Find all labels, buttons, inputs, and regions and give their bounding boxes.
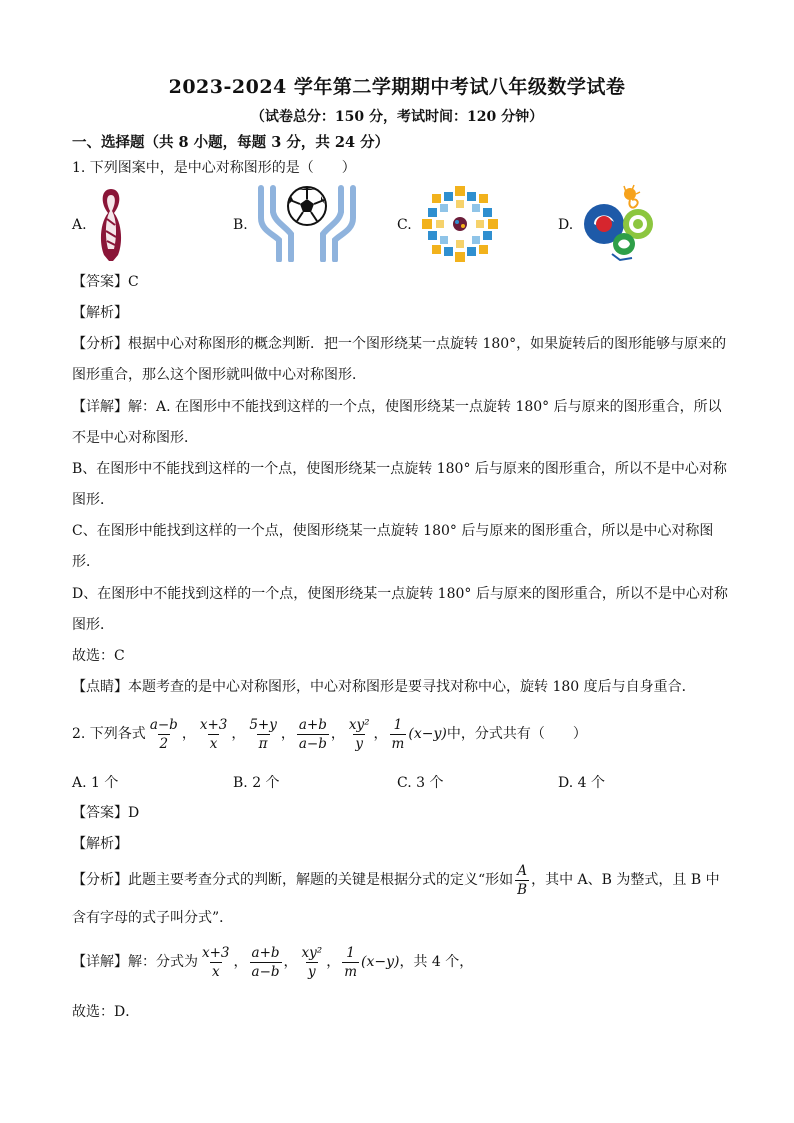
xiangjie-text: 解：A. 在图形中不能找到这样的一个点，使图形绕某一点旋转 180° 后与原来的图形重合，所以: [128, 399, 722, 415]
q2-expr-5-den: y: [355, 735, 364, 752]
q2-choose: 故选：D．: [72, 1004, 140, 1020]
exam-info: （试卷总分：150 分，考试时间：120 分钟）: [250, 109, 544, 125]
q2-expr-6-tail: (x−y): [408, 726, 447, 742]
sep: ，: [283, 954, 298, 970]
q1-answer: [72, 272, 139, 292]
colorful-mosaic-emblem-figure: [420, 184, 500, 264]
sep: ，: [330, 726, 345, 742]
xiangjie-expr-1-num: x+3: [202, 944, 230, 961]
q2-option-d: D. 4 个: [558, 775, 605, 791]
q1-option-d-label: D.: [558, 217, 574, 233]
q2-expr-3-num: 5+y: [249, 716, 277, 733]
sep: ，: [326, 954, 341, 970]
q2-expr-5-num: xy²: [348, 716, 370, 733]
q2-expr-2: [198, 717, 230, 752]
q2-expr-4-num: a+b: [298, 716, 327, 733]
q1-choose: 故选：C: [72, 648, 125, 664]
q2-option-b: B. 2 个: [233, 775, 280, 791]
q1-xiangjie-line-1: [72, 397, 722, 417]
xiangjie-expr-2-den: a−b: [251, 963, 280, 980]
q2-option-c: C. 3 个: [397, 775, 444, 791]
xiangjie-tag: 【详解】: [72, 954, 128, 970]
fenxi-fraction-den: B: [517, 881, 528, 898]
q2-fenxi-line-1: [72, 860, 720, 900]
fenxi-text: 根据中心对称图形的概念判断．把一个图形绕某一点旋转 180°，如果旋转后的图形能够与原来的: [128, 336, 727, 352]
q2-analysis-tag: 【解析】: [72, 836, 128, 852]
q2-expr-1-den: 2: [159, 735, 169, 752]
sep: ，: [233, 954, 248, 970]
xiangjie-expr-4: [342, 945, 359, 980]
q1-fenxi-line-2: 图形重合，那么这个图形就叫做中心对称图形．: [72, 367, 366, 383]
xiangjie-expr-1-den: x: [211, 963, 220, 980]
xiangjie-expr-4-tail: (x−y): [361, 954, 400, 970]
q2-answer: [72, 803, 139, 823]
q2-expr-4: [297, 717, 329, 752]
q2-expr-5: [347, 717, 372, 752]
xiangjie-expr-2: [250, 945, 282, 980]
q2-expr-6-den: m: [391, 735, 405, 752]
fenxi-tag: 【分析】: [72, 872, 128, 888]
page-title: 2023-2024 学年第二学期期中考试八年级数学试卷: [168, 76, 626, 98]
q2-xiangjie: [72, 942, 473, 982]
xiangjie-expr-1: [200, 945, 232, 980]
sep: ，: [181, 726, 196, 742]
sep: ，: [280, 726, 295, 742]
q2-expr-1-num: a−b: [149, 716, 178, 733]
q2-fenxi-line-2: 含有字母的式子叫分式”．: [72, 910, 234, 926]
sep: ，: [231, 726, 246, 742]
dianjing-tag: 【点睛】: [72, 679, 128, 695]
q2-expr-2-num: x+3: [199, 716, 228, 733]
q2-expr-2-den: x: [209, 735, 218, 752]
answer-value: D: [128, 805, 140, 821]
answer-value: C: [128, 274, 139, 290]
answer-tag: 【答案】: [72, 274, 128, 290]
q1-c-line-1: C、在图形中能找到这样的一个点，使图形绕某一点旋转 180° 后与原来的图形重合，所以是中心对称图: [72, 523, 714, 539]
answer-tag: 【答案】: [72, 805, 128, 821]
q1-d-line-2: 图形．: [72, 617, 114, 633]
q1-option-b-label: B.: [233, 217, 248, 233]
q2-stem-prefix: 2. 下列各式: [72, 726, 146, 742]
q1-xiangjie-line-2: 不是中心对称图形．: [72, 430, 198, 446]
q2-expr-3: [247, 717, 279, 752]
q2-option-a: A. 1 个: [72, 775, 119, 791]
q2-expr-6: [390, 717, 407, 752]
q1-analysis-tag: 【解析】: [72, 305, 128, 321]
world-cup-2006-emblem-figure: [580, 184, 660, 264]
q1-b-line-1: B、在图形中不能找到这样的一个点，使图形绕某一点旋转 180° 后与原来的图形重合，所以不是中心对称: [72, 461, 727, 477]
q1-b-line-2: 图形．: [72, 492, 114, 508]
q2-expr-3-den: π: [258, 735, 268, 752]
q1-option-a-label: A.: [72, 217, 87, 233]
q1-fenxi-line-1: [72, 334, 726, 354]
q1-d-line-1: D、在图形中不能找到这样的一个点，使图形绕某一点旋转 180° 后与原来的图形重合，所以不是中心对称: [72, 586, 728, 602]
section-heading: 一、选择题（共 8 小题，每题 3 分，共 24 分）: [72, 134, 390, 151]
fenxi-text-a: 此题主要考查分式的判断，解题的关键是根据分式的定义“形如: [128, 872, 514, 888]
fenxi-fraction-num: A: [517, 862, 527, 879]
fenxi-fraction: [515, 863, 529, 898]
xiangjie-post: ，共 4 个，: [399, 954, 474, 970]
q2-stem-suffix: 中，分式共有（ ）: [446, 726, 587, 742]
question-1-stem: 1. 下列图案中，是中心对称图形的是（ ）: [72, 160, 356, 176]
xiangjie-expr-3: [300, 945, 325, 980]
q1-dianjing: [72, 677, 696, 697]
q1-c-line-2: 形．: [72, 554, 100, 570]
sep: ，: [373, 726, 388, 742]
fenxi-tag: 【分析】: [72, 336, 128, 352]
xiangjie-expr-3-den: y: [308, 963, 316, 980]
fenxi-text-b: ，其中 A、B 为整式，且 B 中: [531, 872, 720, 888]
xiangjie-tag: 【详解】: [72, 399, 128, 415]
world-cup-trophy-emblem-figure: [96, 185, 126, 265]
q2-expr-6-num: 1: [393, 716, 403, 733]
q2-expr-4-den: a−b: [298, 735, 327, 752]
xiangjie-expr-4-den: m: [344, 963, 357, 980]
q2-expr-1: [148, 717, 180, 752]
dianjing-text: 本题考查的是中心对称图形，中心对称图形是要寻找对称中心，旋转 180 度后与自身重合．: [128, 679, 696, 695]
question-2-stem: [72, 714, 587, 754]
soccer-ball-emblem-figure: [255, 184, 359, 262]
xiangjie-pre: 解：分式为: [128, 954, 198, 970]
xiangjie-expr-4-num: 1: [346, 944, 355, 961]
xiangjie-expr-2-num: a+b: [251, 944, 280, 961]
xiangjie-expr-3-num: xy²: [301, 944, 323, 961]
q1-option-c-label: C.: [397, 217, 412, 233]
